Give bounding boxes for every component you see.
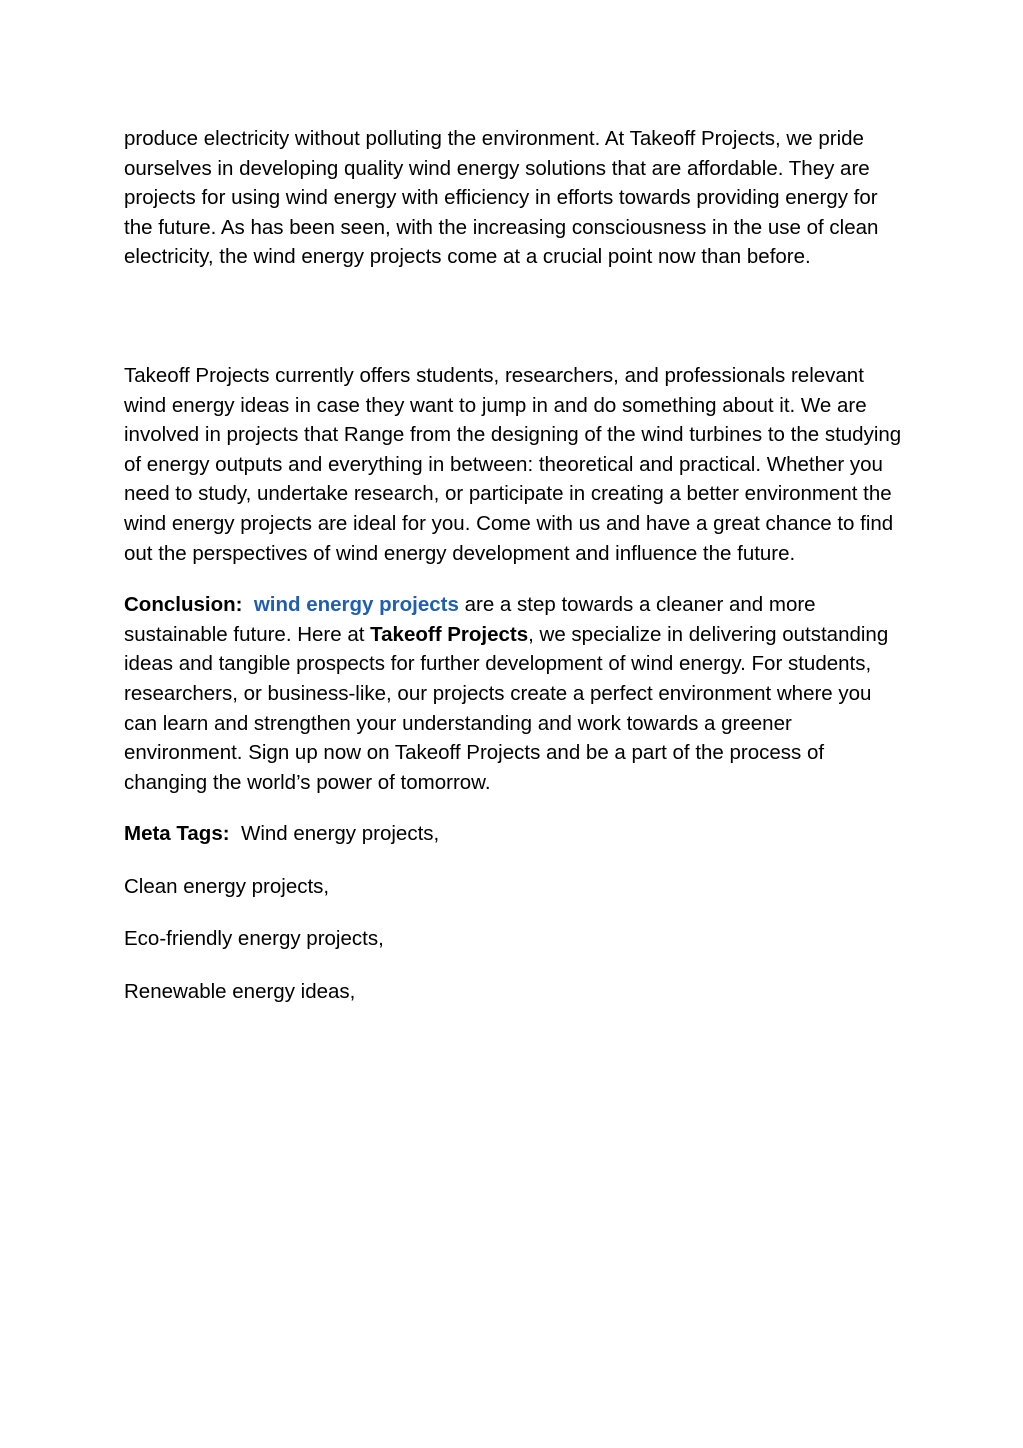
offer-paragraph: Takeoff Projects currently offers students, researchers, and professionals relevant wind energy ideas in case they want to jump in and do something about it. We are involved in projects that Range from the designing of the wind turbines to the studying of energy outputs and everything in between: theoretical and practical. Whether you need to study, undertake research, or participate in creating a better environment the wind energy projects are ideal for you. Come with us and have a great chance to find out the perspectives of wind energy development and influence the future. bbox=[124, 363, 902, 565]
conclusion-text-a: are a step towards a cleaner and more sustainable future. Here at bbox=[124, 593, 816, 646]
meta-tag-item: Renewable energy ideas, bbox=[124, 980, 356, 1004]
conclusion-text-b: , we specialize in delivering outstanding ideas and tangible prospects for further development of wind energy. For students, researchers, or business-like, our projects create a perfect environment where you can learn and strengthen your understanding and work towards a greener environment. Sign up now on Takeoff Projects and be a part of the process of changing the world’s power of tomorrow. bbox=[124, 622, 889, 794]
conclusion-paragraph bbox=[124, 590, 904, 797]
meta-tags-label: Meta Tags: bbox=[124, 822, 230, 846]
meta-tag-item: Wind energy projects, bbox=[240, 822, 440, 846]
conclusion-label: Conclusion: bbox=[124, 593, 243, 617]
meta-tags-line bbox=[124, 819, 904, 849]
intro-paragraph: produce electricity without polluting the environment. At Takeoff Projects, we pride ourselves in developing quality wind energy solutions that are affordable. They are projects for using wind energy with efficiency in efforts towards providing energy for the future. As has been seen, with the increasing consciousness in the use of clean electricity, the wind energy projects come at a crucial point now than before. bbox=[124, 127, 879, 269]
document-body bbox=[124, 124, 904, 1007]
meta-tag-item: Eco-friendly energy projects, bbox=[124, 927, 384, 951]
brand-name: Takeoff Projects bbox=[370, 622, 529, 646]
meta-tag-item: Clean energy projects, bbox=[124, 874, 330, 898]
wind-energy-projects-link[interactable]: wind energy projects bbox=[253, 593, 459, 617]
